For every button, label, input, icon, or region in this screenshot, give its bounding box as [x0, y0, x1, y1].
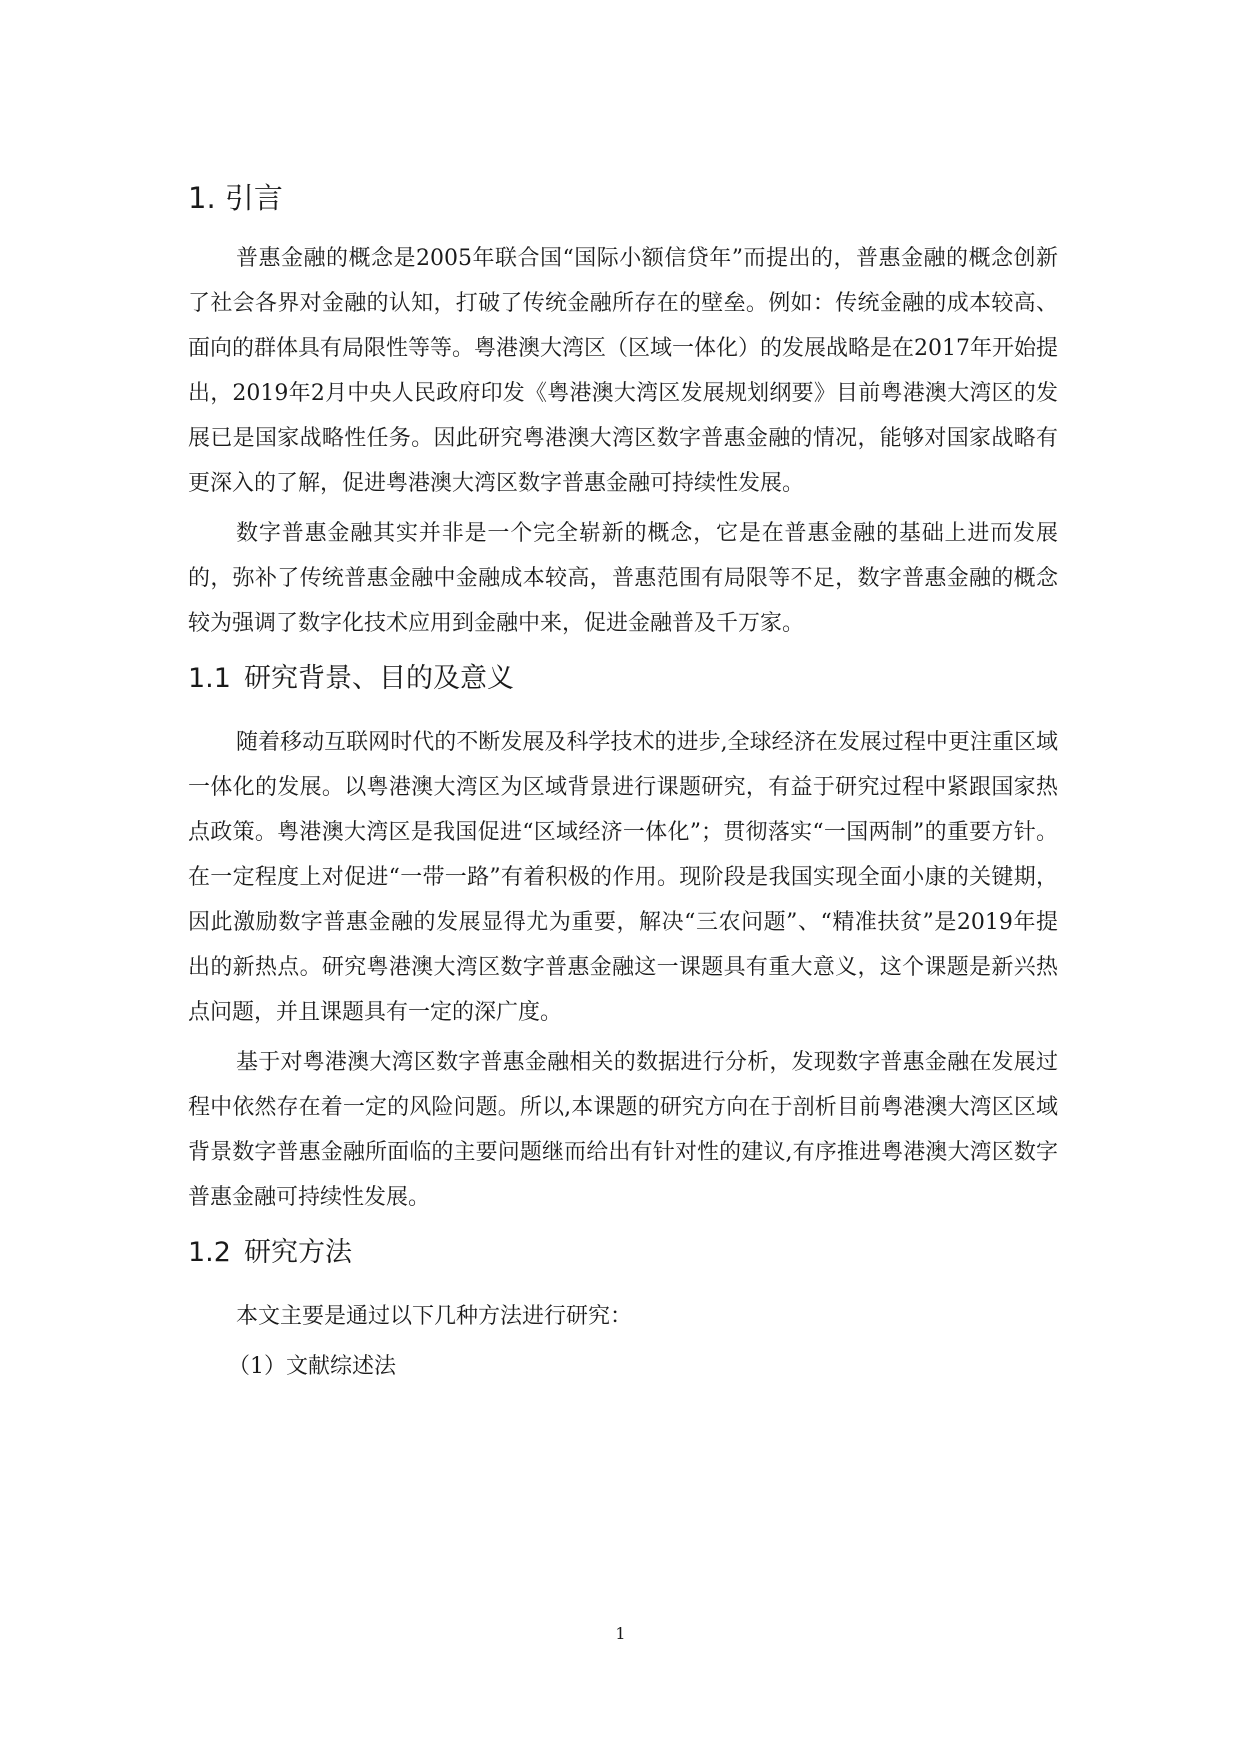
section-1-1-heading — [188, 654, 1058, 704]
page-content — [188, 168, 1058, 1394]
section-1-heading: 1. 引言 — [188, 181, 283, 215]
section-1-1-paragraph-2: 基于对粤港澳大湾区数字普惠金融相关的数据进行分析，发现数字普惠金融在发展过程中依然存在着一定的风险问题。所以,本课题的研究方向在于剖析目前粤港澳大湾区区域背景数字普惠金融所面临的主要问题继而给出有针对性的建议,有序推进粤港澳大湾区数字普惠金融可持续性发展。 — [188, 1050, 1058, 1210]
section-1-2-intro: 本文主要是通过以下几种方法进行研究： — [236, 1304, 633, 1329]
section-1-paragraph-2: 数字普惠金融其实并非是一个完全崭新的概念，它是在普惠金融的基础上进而发展的，弥补了传统普惠金融中金融成本较高，普惠范围有局限等不足，数字普惠金融的概念较为强调了数字化技术应用到金融中来，促进金融普及千万家。 — [188, 521, 1058, 636]
method-list-item: （1）文献综述法 — [228, 1354, 396, 1379]
section-1-1-number: 1.1 — [188, 663, 231, 694]
page-number: 1 — [615, 1624, 626, 1643]
section-1-1-title: 研究背景、目的及意义 — [244, 663, 514, 694]
section-1-2-heading — [188, 1228, 1058, 1278]
section-1-paragraph-1: 普惠金融的概念是2005年联合国“国际小额信贷年”而提出的，普惠金融的概念创新了社会各界对金融的认知，打破了传统金融所存在的壁垒。例如：传统金融的成本较高、面向的群体具有局限性等等。粤港澳大湾区（区域一体化）的发展战略是在2017年开始提出，2019年2月中央人民政府印发《粤港澳大湾区发展规划纲要》目前粤港澳大湾区的发展已是国家战略性任务。因此研究粤港澳大湾区数字普惠金融的情况，能够对国家战略有更深入的了解，促进粤港澳大湾区数字普惠金融可持续性发展。 — [188, 246, 1058, 496]
section-1-2-number: 1.2 — [188, 1237, 231, 1268]
section-1-1-paragraph-1: 随着移动互联网时代的不断发展及科学技术的进步,全球经济在发展过程中更注重区域一体化的发展。以粤港澳大湾区为区域背景进行课题研究，有益于研究过程中紧跟国家热点政策。粤港澳大湾区是我国促进“区域经济一体化”；贯彻落实“一国两制”的重要方针。在一定程度上对促进“一带一路”有着积极的作用。现阶段是我国实现全面小康的关键期，因此激励数字普惠金融的发展显得尤为重要，解决“三农问题”、“精准扶贫”是2019年提出的新热点。研究粤港澳大湾区数字普惠金融这一课题具有重大意义，这个课题是新兴热点问题，并且课题具有一定的深广度。 — [188, 730, 1058, 1025]
section-1-2-title: 研究方法 — [244, 1237, 352, 1268]
